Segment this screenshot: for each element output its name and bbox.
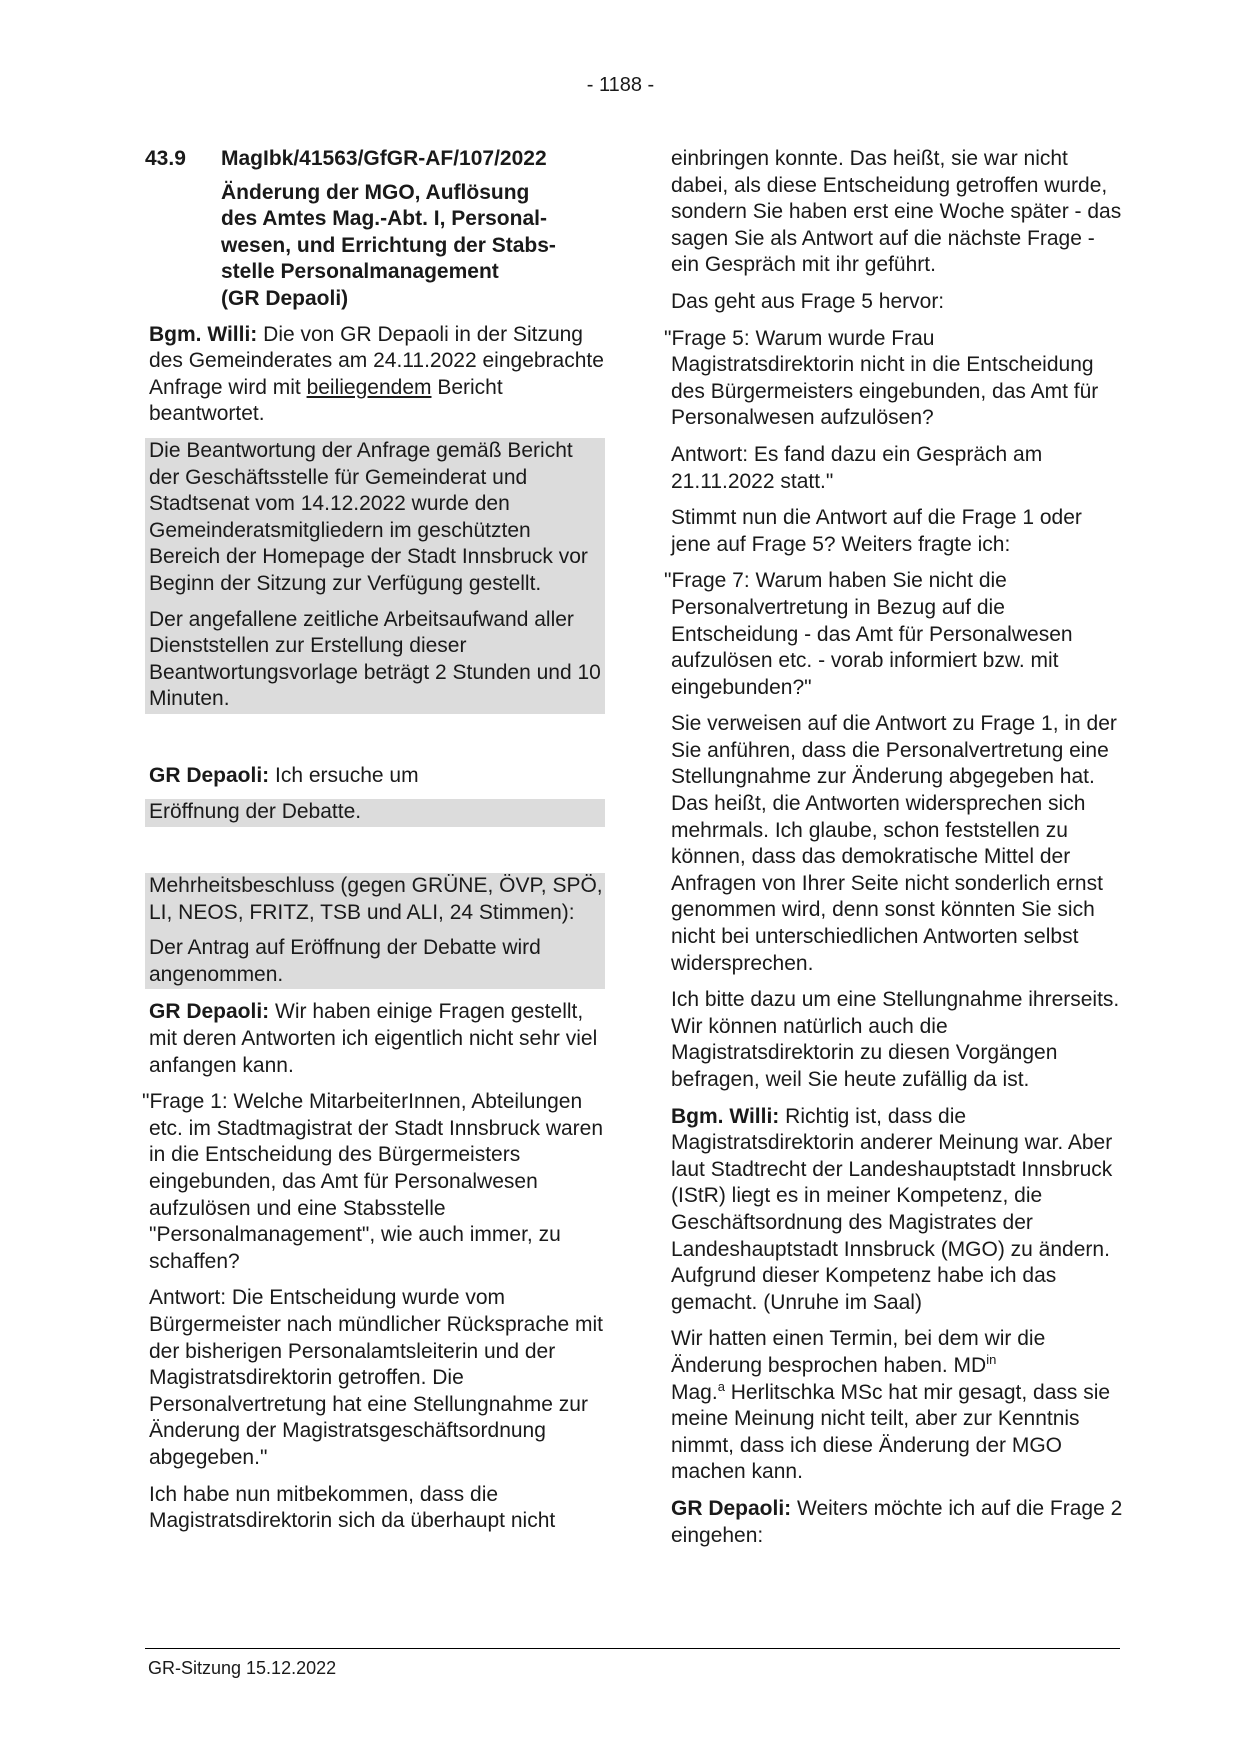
agenda-item-code: MagIbk/41563/GfGR-AF/107/2022 bbox=[221, 147, 547, 170]
paragraph-continuation: Ich habe nun mitbekommen, dass die Magistratsdirektorin sich da überhaupt nicht bbox=[149, 1482, 556, 1533]
quote-answer-5: Antwort: Es fand dazu ein Gespräch am 21.11.2022 statt." bbox=[671, 442, 1043, 493]
speaker-label: GR Depaoli: bbox=[149, 763, 270, 787]
paragraph-continued: einbringen konnte. Das heißt, sie war nicht dabei, als diese Entscheidung getroffen wurde, sondern Sie haben erst eine Woche später - das sagen Sie als Antwort auf die nächste Frage - ein Gespräch mit ihr geführt. bbox=[671, 147, 1122, 277]
underlined-word: beiliegendem bbox=[306, 375, 432, 399]
footer-divider bbox=[145, 1648, 1120, 1649]
speaker-label: Bgm. Willi: bbox=[149, 322, 258, 346]
paragraph-depaoli-questions: GR Depaoli: Wir haben einige Fragen gestellt, mit deren Antworten ich eigentlich nicht sehr viel anfangen kann. bbox=[149, 1000, 598, 1077]
speaker-label: GR Depaoli: bbox=[671, 1496, 792, 1520]
shaded-note-answer bbox=[145, 438, 605, 714]
agenda-item-header bbox=[145, 146, 605, 173]
superscript: a bbox=[717, 1378, 725, 1394]
title-line: des Amtes Mag.-Abt. I, Personal- bbox=[221, 207, 547, 231]
left-column bbox=[142, 146, 605, 1535]
quote-question-1: "Frage 1: Welche MitarbeiterInnen, Abteilungen etc. im Stadtmagistrat der Stadt Innsbruck waren in die Entscheidung des Bürgermeisters eingebunden, das Amt für Personalwesen aufzulösen und eine Stabsstelle "Personalmanagement", wie auch immer, zu schaffen? bbox=[142, 1090, 604, 1273]
note-paragraph: Der angefallene zeitliche Arbeitsaufwand aller Dienststellen zur Erstellung dieser Beantwortungsvorlage beträgt 2 Stunden und 10 Minuten. bbox=[149, 607, 601, 711]
paragraph: Stimmt nun die Antwort auf die Frage 1 oder jene auf Frage 5? Weiters fragte ich: bbox=[671, 506, 1082, 556]
resolution-vote: Mehrheitsbeschluss (gegen GRÜNE, ÖVP, SPÖ, LI, NEOS, FRITZ, TSB und ALI, 24 Stimmen): bbox=[149, 874, 603, 924]
quote-answer-1: Antwort: Die Entscheidung wurde vom Bürgermeister nach mündlicher Rücksprache mit der bisherigen Personalamtsleiterin und der Magistratsdirektorin getroffen. Die Personalvertretung hat eine Stellungnahme zur Änderung der Magistratsgeschäftsordnung abgegeben." bbox=[149, 1286, 604, 1469]
paragraph: Ich bitte dazu um eine Stellungnahme ihrerseits. Wir können natürlich auch die Magistratsdirektorin zu diesen Vorgängen befragen, weil Sie heute zufällig da ist. bbox=[671, 988, 1120, 1091]
paragraph-mayor-answer: Bgm. Willi: Die von GR Depaoli in der Sitzung des Gemeinderates am 24.11.2022 eingebrachte Anfrage wird mit beiliegendem Bericht beantwortet. bbox=[149, 322, 604, 426]
paragraph-depaoli-request: GR Depaoli: Ich ersuche um bbox=[149, 763, 419, 787]
quote-question-5: "Frage 5: Warum wurde Frau Magistratsdirektorin nicht in die Entscheidung des Bürgermeisters eingebunden, das Amt für Personalwesen aufzulösen? bbox=[664, 326, 1099, 430]
resolution-result: Der Antrag auf Eröffnung der Debatte wird angenommen. bbox=[149, 936, 541, 986]
title-line: (GR Depaoli) bbox=[221, 286, 349, 310]
shaded-motion bbox=[145, 799, 605, 827]
quote-question-7: "Frage 7: Warum haben Sie nicht die Personalvertretung in Bezug auf die Entscheidung - das Amt für Personalwesen aufzulösen etc. - vorab informiert bzw. mit eingebunden?" bbox=[664, 569, 1073, 699]
speaker-label: Bgm. Willi: bbox=[671, 1104, 780, 1128]
paragraph-depaoli-followup: GR Depaoli: Weiters möchte ich auf die Frage 2 eingehen: bbox=[671, 1496, 1123, 1547]
title-line: stelle Personalmanagement bbox=[221, 260, 499, 284]
footer-session-date: GR-Sitzung 15.12.2022 bbox=[148, 1658, 337, 1678]
speaker-label: GR Depaoli: bbox=[149, 1000, 270, 1024]
title-line: wesen, und Errichtung der Stabs- bbox=[221, 233, 556, 257]
paragraph-mayor-reply: Bgm. Willi: Richtig ist, dass die Magistratsdirektorin anderer Meinung war. Aber laut Stadtrecht der Landeshauptstadt Innsbruck (IStR) liegt es in meiner Kompetenz, die Geschäftsordnung des Magistrates der Landeshauptstadt Innsbruck (MGO) zu ändern. Aufgrund dieser Kompetenz habe ich das gemacht. (Unruhe im Saal) bbox=[671, 1104, 1113, 1314]
paragraph-meeting: Wir hatten einen Termin, bei dem wir die Änderung besprochen haben. $MD^{in}$ Mag.$^a$ Herlitschka MSc hat mir gesagt, dass sie meine Meinung nicht teilt, aber zur Kenntnis nimmt, dass ich diese Änderung der MGO machen kann. bbox=[671, 1327, 1111, 1484]
paragraph: Das geht aus Frage 5 hervor: bbox=[671, 289, 945, 313]
right-column bbox=[664, 146, 1123, 1549]
agenda-item-title bbox=[221, 180, 605, 313]
title-line: Änderung der MGO, Auflösung bbox=[221, 180, 530, 204]
shaded-resolution bbox=[145, 873, 605, 989]
note-paragraph: Die Beantwortung der Anfrage gemäß Bericht der Geschäftsstelle für Gemeinderat und Stadtsenat vom 14.12.2022 wurde den Gemeinderatsmitgliedern im geschützten Bereich der Homepage der Stadt Innsbruck vor Beginn der Sitzung zur Verfügung gestellt. bbox=[149, 438, 588, 595]
page-number: - 1188 - bbox=[586, 74, 655, 96]
paragraph: Sie verweisen auf die Antwort zu Frage 1, in der Sie anführen, dass die Personalvertretung eine Stellungnahme zur Änderung abgegeben hat. Das heißt, die Antworten widersprechen sich mehrmals. Ich glaube, schon feststellen zu können, dass das demokratische Mittel der Anfragen von Ihrer Seite nicht sonderlich ernst genommen wird, denn sonst könnten Sie sich nicht bei unterschiedlichen Antworten selbst widersprechen. bbox=[671, 712, 1117, 975]
agenda-item-number: 43.9 bbox=[145, 147, 186, 170]
motion-text: Eröffnung der Debatte. bbox=[149, 800, 362, 824]
superscript: in bbox=[986, 1351, 997, 1367]
